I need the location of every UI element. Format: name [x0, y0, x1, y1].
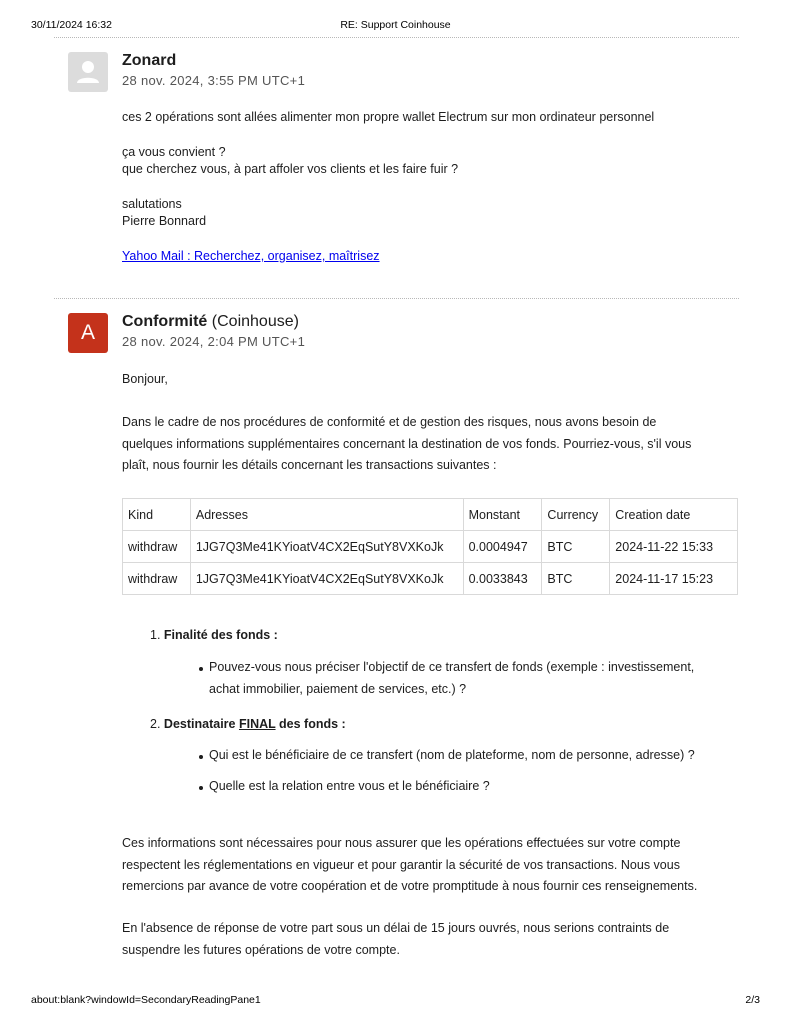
- table-row: [123, 531, 738, 563]
- cell-amount: 0.0004947: [463, 531, 542, 563]
- signature-name: Pierre Bonnard: [122, 214, 207, 228]
- message-date: 28 nov. 2024, 3:55 PM UTC+1: [122, 73, 306, 88]
- list-item: Quelle est la relation entre vous et le bénéficiaire ?: [209, 779, 490, 793]
- body-line: que cherchez vous, à part affoler vos clients et les faire fuir ?: [122, 162, 459, 176]
- bullet-icon: [199, 667, 203, 671]
- absence-line: En l'absence de réponse de votre part sous un délai de 15 jours ouvrés, nous serions contraints de: [122, 921, 670, 935]
- cell-address: 1JG7Q3Me41KYioatV4CX2EqSutY8VXKoJk: [190, 563, 463, 595]
- question-2-title: [164, 717, 346, 731]
- closing-line: respectent les réglementations en vigueur et pour garantir la sécurité de vos transactions. Nous vous: [122, 857, 680, 872]
- sender-avatar: A: [68, 313, 108, 353]
- yahoo-mail-link[interactable]: Yahoo Mail : Recherchez, organisez, maîtrisez: [122, 249, 380, 263]
- question-1-heading: [150, 628, 278, 642]
- list-number: 1.: [150, 628, 161, 642]
- absence-line: suspendre les futures opérations de votre compte.: [122, 942, 400, 957]
- cell-kind: withdraw: [123, 563, 191, 595]
- message-zonard: [68, 52, 740, 282]
- closing-paragraph: [122, 833, 742, 898]
- closing-line: remercions par avance de votre coopération et de votre promptitude à nous fournir ces renseignements.: [122, 879, 698, 893]
- cell-creation-date: 2024-11-22 15:33: [610, 531, 738, 563]
- table-header-row: [123, 499, 738, 531]
- print-title: RE: Support Coinhouse: [340, 19, 451, 31]
- sender-name[interactable]: [122, 313, 299, 331]
- closing-line: Ces informations sont nécessaires pour nous assurer que les opérations effectuées sur votre compte: [122, 836, 681, 850]
- question-1-title: Finalité des fonds :: [163, 628, 278, 642]
- bullet-icon: [199, 786, 203, 790]
- cell-kind: withdraw: [123, 531, 191, 563]
- col-header-adresses: Adresses: [190, 499, 463, 531]
- bullet-icon: [199, 755, 203, 759]
- table-row: [123, 563, 738, 595]
- message-date: 28 nov. 2024, 2:04 PM UTC+1: [122, 334, 306, 349]
- cell-currency: BTC: [542, 563, 610, 595]
- cell-address: 1JG7Q3Me41KYioatV4CX2EqSutY8VXKoJk: [190, 531, 463, 563]
- cell-creation-date: 2024-11-17 15:23: [610, 563, 738, 595]
- message-divider: [54, 298, 739, 299]
- absence-paragraph: [122, 918, 742, 961]
- message-conformite: [68, 313, 740, 973]
- message-body: [122, 109, 742, 265]
- bullet-line: Pouvez-vous nous préciser l'objectif de ce transfert de fonds (exemple : investissement,: [209, 660, 695, 674]
- list-number: 2.: [150, 717, 161, 731]
- cell-amount: 0.0033843: [463, 563, 542, 595]
- title-part: des fonds :: [279, 717, 346, 731]
- body-line: salutations: [122, 197, 182, 211]
- transactions-table: [122, 498, 738, 595]
- print-datetime: 30/11/2024 16:32: [31, 19, 112, 31]
- title-part: Destinataire: [163, 717, 236, 731]
- col-header-montant: Monstant: [463, 499, 542, 531]
- col-header-currency: Currency: [542, 499, 610, 531]
- col-header-creation-date: Creation date: [610, 499, 738, 531]
- cell-currency: BTC: [542, 531, 610, 563]
- list-item: [209, 657, 739, 700]
- list-item: Qui est le bénéficiaire de ce transfert (nom de plateforme, nom de personne, adresse) ?: [209, 748, 695, 762]
- sender-display-name: Conformité: [122, 313, 208, 330]
- intro-line: quelques informations supplémentaires concernant la destination de vos fonds. Pourriez-vous, s'il vous: [122, 436, 692, 451]
- sender-name[interactable]: Zonard: [122, 52, 177, 69]
- question-2-heading: [150, 717, 346, 731]
- bullet-line: achat immobilier, paiement de services, etc.) ?: [209, 681, 467, 696]
- body-line: ces 2 opérations sont allées alimenter mon propre wallet Electrum sur mon ordinateur personnel: [122, 110, 655, 124]
- col-header-kind: Kind: [123, 499, 191, 531]
- default-avatar-icon: [68, 52, 108, 92]
- greeting: Bonjour,: [122, 372, 168, 386]
- intro-line: Dans le cadre de nos procédures de conformité et de gestion des risques, nous avons besoin de: [122, 415, 657, 429]
- intro-line: plaît, nous fournir les détails concernant les transactions suivantes :: [122, 458, 497, 472]
- sender-organization: (Coinhouse): [211, 313, 299, 330]
- body-line: ça vous convient ?: [122, 145, 226, 159]
- header-divider: [54, 37, 739, 38]
- page-number: 2/3: [745, 994, 760, 1006]
- final-emphasis: FINAL: [238, 717, 276, 731]
- intro-paragraph: [122, 412, 742, 477]
- print-url: about:blank?windowId=SecondaryReadingPane1: [31, 994, 261, 1006]
